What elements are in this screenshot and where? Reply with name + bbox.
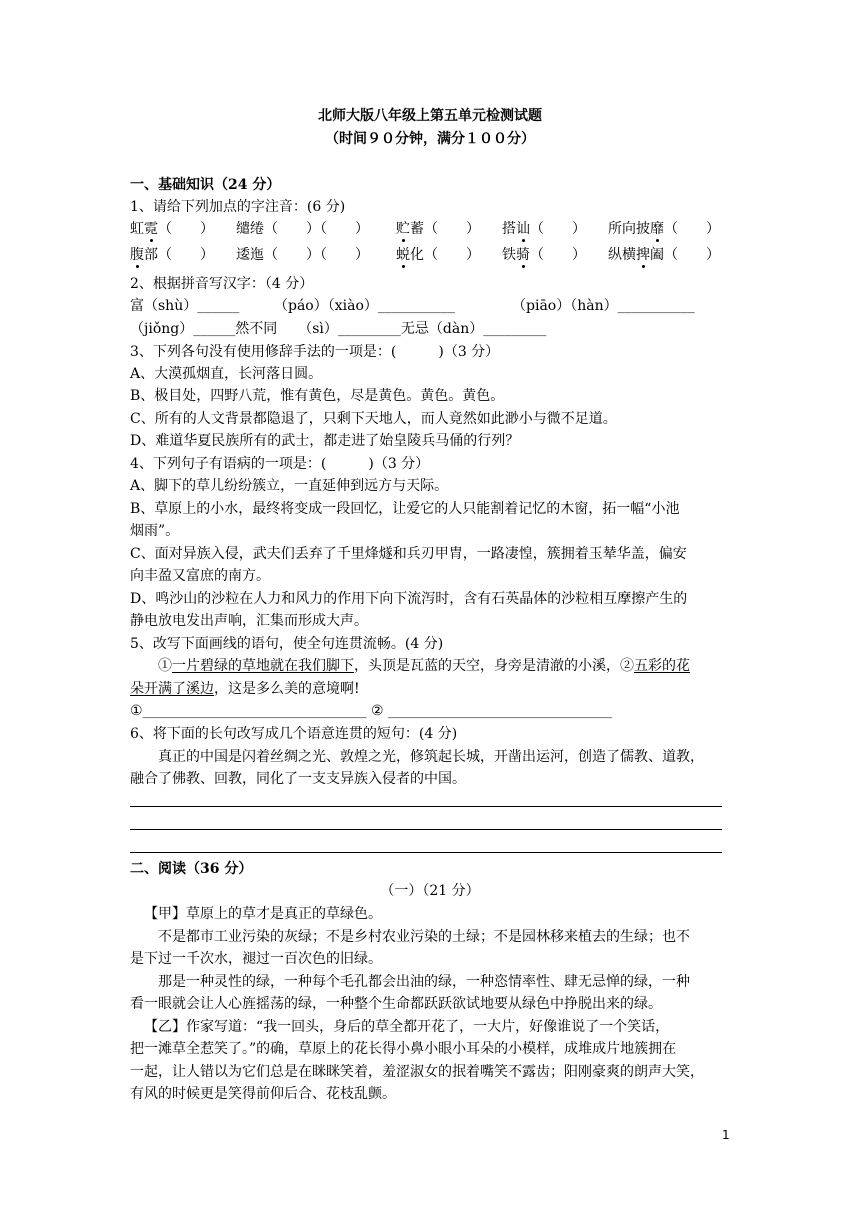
q6-passage-cont: 融合了佛教、回教，同化了一支支异族入侵者的中国。 (130, 771, 466, 787)
dotted-char: 骑 (516, 247, 530, 263)
dotted-char: 蜕 (396, 247, 410, 263)
q1-item: 搭讪（ ） (502, 221, 586, 237)
underlined-phrase: 一片碧绿的草地就在我们脚下 (172, 658, 354, 674)
q2-prompt: 2、根据拼音写汉字：（4 分） (130, 276, 314, 292)
q4-option-d: D、鸣沙山的沙粒在人力和风力的作用下向下流泻时，含有石英晶体的沙粒相互摩擦产生的 (130, 591, 688, 607)
passage-line: 一起，让人错以为它们总是在眯眯笑着，羞涩淑女的抿着嘴笑不露齿；阳刚豪爽的朗声大笑， (130, 1064, 704, 1080)
q4-prompt: 4、下列句子有语病的一项是：( )（3 分） (130, 456, 430, 472)
reading-subheading: （一）（21 分） (380, 883, 480, 899)
answer-line[interactable] (130, 806, 722, 807)
dotted-char: 靡 (650, 221, 664, 237)
q1-item: 逶迤（ ）（ ） (236, 247, 369, 263)
q5-prompt: 5、改写下面画线的语句，使全句连贯流畅。(4 分) (130, 636, 444, 652)
q1-item: 铁骑（ ） (502, 247, 586, 263)
answer-line[interactable] (130, 829, 722, 830)
q6-prompt: 6、将下面的长句改写成几个语意连贯的短句：(4 分) (130, 726, 458, 742)
q4-option-d-cont: 静电放电发出声响，汇集而形成大声。 (130, 613, 368, 629)
q1-item: 所向披靡（ ） (608, 221, 720, 237)
exam-title: 北师大版八年级上第五单元检测试题 (318, 108, 542, 124)
dotted-char: 讪 (516, 221, 530, 237)
q1-item: 贮蓄（ ） (396, 221, 480, 237)
q1-item: 纵横捭阖（ ） (608, 247, 720, 263)
q2-blank: 富（shù）______ (130, 298, 240, 314)
underlined-phrase: 朵开满了溪边 (130, 681, 214, 697)
q3-option-a: A、大漠孤烟直，长河落日圆。 (130, 366, 323, 382)
q4-option-a: A、脚下的草儿纷纷簇立，一直延伸到远方与天际。 (130, 478, 449, 494)
q4-option-c: C、面对异族入侵，武夫们丢弃了千里烽燧和兵刃甲胄，一路凄惶，簇拥着玉辇华盖，偏安 (130, 546, 687, 562)
passage-line: 不是都市工业污染的灰绿；不是乡村农业污染的土绿；不是园林移来植去的生绿；也不 (158, 929, 690, 945)
section2-heading: 二、阅读（36 分） (130, 861, 253, 877)
q5-answer-lines[interactable]: ①________________________________ ② ________________________________ (130, 703, 613, 719)
q5-sentence: ①一片碧绿的草地就在我们脚下，头顶是瓦蓝的天空，身旁是清澈的小溪，②五彩的花 (158, 658, 690, 674)
underlined-phrase: 五彩的花 (634, 658, 690, 674)
q6-passage: 真正的中国是闪着丝绸之光、敦煌之光，修筑起长城，开凿出运河，创造了儒教、道教， (158, 749, 704, 765)
q2-blank: （páo）（xiào）___________ (274, 298, 455, 314)
q1-item: 腹部（ ） (130, 247, 214, 263)
passage-jia: 【甲】草原上的草才是真正的草绿色。 (144, 906, 382, 922)
q3-option-b: B、极目处，四野八荒，惟有黄色，尽是黄色。黄色。黄色。 (130, 388, 505, 404)
exam-subtitle: （时间９０分钟，满分１００分） (325, 131, 535, 147)
dotted-char: 霓 (144, 221, 158, 237)
q4-option-c-cont: 向丰盈又富庶的南方。 (130, 568, 270, 584)
q3-option-d: D、难道华夏民族所有的武士，都走进了始皇陵兵马俑的行列？ (130, 433, 520, 449)
dotted-char: 捭 (636, 247, 650, 263)
dotted-char: 贮 (396, 221, 410, 237)
dotted-char: 腹 (130, 247, 144, 263)
q2-line2: （jiǒng）______然不同 （sì）_________无忌（dàn）_________ (130, 321, 547, 337)
q5-sentence-cont: 朵开满了溪边，这是多么美的意境啊! (130, 681, 360, 697)
section1-heading: 一、基础知识（24 分） (130, 177, 281, 193)
passage-yi: 【乙】作家写道：“我一回头，身后的草全都开花了，一大片，好像谁说了一个笑话， (144, 1019, 670, 1035)
q2-blank: （piāo）（hàn）___________ (512, 298, 695, 314)
passage-line: 那是一种灵性的绿，一种每个毛孔都会出油的绿，一种恣情率性、肆无忌惮的绿，一种 (158, 974, 690, 990)
passage-line: 看一眼就会让人心旌摇荡的绿，一种整个生命都跃跃欲试地要从绿色中挣脱出来的绿。 (130, 996, 662, 1012)
q3-prompt: 3、下列各句没有使用修辞手法的一项是：( )（3 分） (130, 344, 500, 360)
q1-item: 虹霓（ ） (130, 221, 214, 237)
q1-item: 蜕化（ ） (396, 247, 480, 263)
q1-prompt: 1、请给下列加点的字注音：(6 分) (130, 199, 346, 215)
passage-line: 把一滩草全惹笑了。”的确，草原上的花长得小鼻小眼小耳朵的小模样，成堆成片地簇拥在 (130, 1041, 677, 1057)
q4-option-b: B、草原上的小水，最终将变成一段回忆，让爱它的人只能割着记忆的木窗，拓一幅“小池 (130, 501, 680, 517)
q1-item: 缱绻（ ）（ ） (236, 221, 369, 237)
q4-option-b-cont: 烟雨”。 (130, 523, 180, 539)
passage-line: 有风的时候更是笑得前仰后合、花枝乱颤。 (130, 1086, 396, 1102)
q3-option-c: C、所有的人文背景都隐退了，只剩下天地人，而人竟然如此渺小与微不足道。 (130, 411, 617, 427)
answer-line[interactable] (130, 852, 722, 853)
passage-line: 是下过一千次水，褪过一百次色的旧绿。 (130, 951, 382, 967)
page-number: 1 (722, 1128, 730, 1142)
